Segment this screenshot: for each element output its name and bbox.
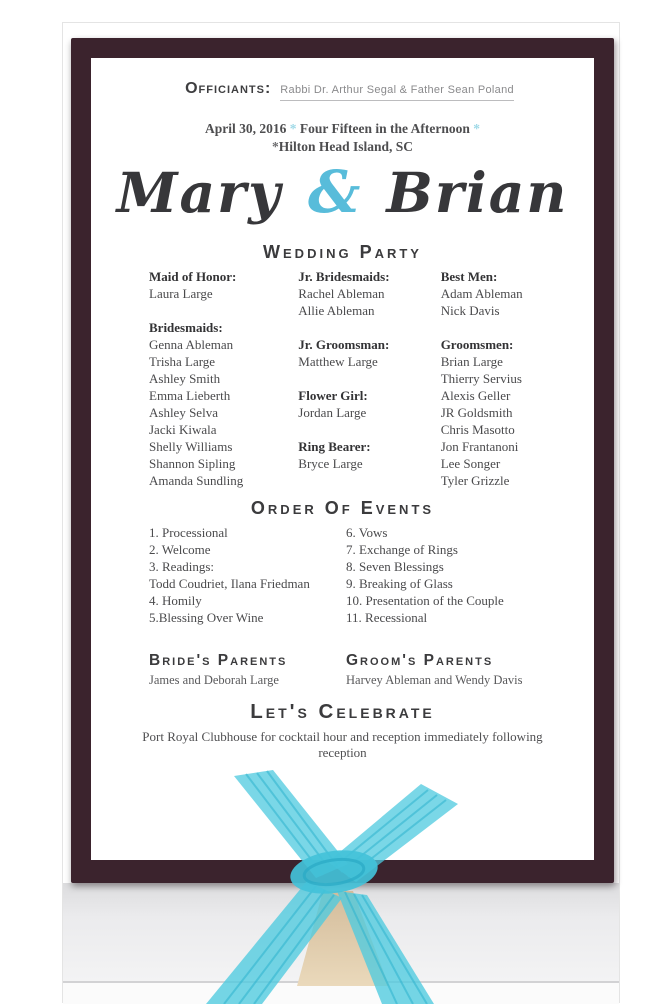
order-of-events-columns <box>149 524 588 626</box>
jr-groomsman-group <box>298 336 440 370</box>
member-name: Nick Davis <box>440 303 500 318</box>
group-names <box>441 285 588 319</box>
officiants-names: Rabbi Dr. Arthur Segal & Father Sean Poland <box>280 84 514 101</box>
event-item: 10. Presentation of the Couple <box>346 593 504 608</box>
group-label: Ring Bearer: <box>298 439 371 454</box>
program-page <box>91 58 594 860</box>
parents-section <box>149 652 588 688</box>
event-item: 4. Homily <box>149 593 202 608</box>
events-column-left <box>149 524 346 626</box>
event-item: 3. Readings: <box>149 559 214 574</box>
member-name: Adam Ableman <box>440 286 523 301</box>
jr-bridesmaids-group <box>298 268 440 319</box>
member-name: Jacki Kiwala <box>149 422 217 437</box>
wedding-party-heading: Wedding Party <box>263 242 422 262</box>
date-location-block <box>91 120 594 156</box>
event-item: 5.Blessing Over Wine <box>149 610 264 625</box>
events-column-right <box>346 524 586 626</box>
ampersand: & <box>308 158 361 226</box>
groom-name: Brian <box>386 160 569 225</box>
group-label: Maid of Honor: <box>149 269 237 284</box>
member-name: Amanda Sundling <box>149 473 244 488</box>
event-item: 9. Breaking of Glass <box>346 576 453 591</box>
brides-parents-block <box>149 652 346 688</box>
group-label: Jr. Bridesmaids: <box>298 269 390 284</box>
brides-parents-heading: Bride's Parents <box>149 652 288 669</box>
event-item: 11. Recessional <box>346 610 428 625</box>
program-photo <box>62 22 620 1003</box>
celebrate-heading: Let's Celebrate <box>250 700 435 723</box>
event-item: 2. Welcome <box>149 542 211 557</box>
bridesmaids-group <box>149 319 298 489</box>
celebrate-text: Port Royal Clubhouse for cocktail hour and reception immediately following reception <box>142 729 543 760</box>
member-name: Shelly Williams <box>149 439 233 454</box>
group-names <box>298 455 440 472</box>
officiants-line <box>91 80 594 101</box>
maid-of-honor-group <box>149 268 298 302</box>
member-name: Lee Songer <box>440 456 501 471</box>
member-name: Matthew Large <box>298 354 378 369</box>
celebrate-section <box>91 700 594 761</box>
wedding-time: Four Fifteen in the Afternoon <box>299 121 470 136</box>
best-men-group <box>441 268 588 319</box>
event-item: 1. Processional <box>149 525 228 540</box>
ring-bearer-group <box>298 438 440 472</box>
couple-names-title <box>91 158 594 226</box>
group-names <box>149 336 298 489</box>
group-label: Best Men: <box>440 269 498 284</box>
member-name: Alexis Geller <box>440 388 511 403</box>
member-name: Chris Masotto <box>440 422 515 437</box>
bride-name: Mary <box>116 160 283 225</box>
group-label: Bridesmaids: <box>149 320 223 335</box>
member-name: Trisha Large <box>149 354 216 369</box>
group-label: Flower Girl: <box>298 388 368 403</box>
wedding-party-column-right <box>441 268 588 506</box>
fan-handle-and-ribbon <box>166 764 496 1004</box>
member-name: Rachel Ableman <box>298 286 385 301</box>
member-name: Brian Large <box>440 354 503 369</box>
member-name: Jordan Large <box>298 405 367 420</box>
member-name: Thierry Servius <box>440 371 522 386</box>
group-names <box>298 404 440 421</box>
grooms-parents-block <box>346 652 586 688</box>
location-line <box>91 138 594 156</box>
date-line <box>91 120 594 138</box>
asterisk: * <box>289 121 297 136</box>
event-item: Todd Coudriet, Ilana Friedman <box>149 576 310 591</box>
flower-girl-group <box>298 387 440 421</box>
group-names <box>441 353 588 489</box>
wedding-party-column-left <box>149 268 298 506</box>
program-card <box>71 38 614 883</box>
member-name: Jon Frantanoni <box>440 439 519 454</box>
wedding-party-column-middle <box>298 268 440 506</box>
group-names <box>298 353 440 370</box>
member-name: Shannon Sipling <box>149 456 236 471</box>
groomsmen-group <box>441 336 588 489</box>
asterisk: * <box>271 139 279 154</box>
group-names <box>149 285 298 302</box>
brides-parents-names: James and Deborah Large <box>149 673 279 687</box>
member-name: Bryce Large <box>298 456 363 471</box>
event-item: 6. Vows <box>346 525 388 540</box>
member-name: Laura Large <box>149 286 213 301</box>
member-name: Allie Ableman <box>298 303 375 318</box>
event-item: 8. Seven Blessings <box>346 559 444 574</box>
member-name: Ashley Smith <box>149 371 221 386</box>
grooms-parents-heading: Groom's Parents <box>346 652 494 669</box>
member-name: Tyler Grizzle <box>440 473 510 488</box>
grooms-parents-names: Harvey Ableman and Wendy Davis <box>346 673 523 687</box>
group-names <box>298 285 440 319</box>
event-item: 7. Exchange of Rings <box>346 542 458 557</box>
member-name: Genna Ableman <box>149 337 234 352</box>
group-label: Jr. Groomsman: <box>298 337 390 352</box>
member-name: Emma Lieberth <box>149 388 231 403</box>
member-name: Ashley Selva <box>149 405 218 420</box>
member-name: JR Goldsmith <box>440 405 513 420</box>
asterisk: * <box>473 121 480 136</box>
order-of-events-heading: Order Of Events <box>250 498 435 518</box>
group-label: Groomsmen: <box>440 337 514 352</box>
wedding-party-columns <box>149 268 588 506</box>
wedding-date: April 30, 2016 <box>205 121 287 136</box>
officiants-label: Officiants: <box>185 80 272 97</box>
wedding-location: Hilton Head Island, SC <box>278 139 414 154</box>
